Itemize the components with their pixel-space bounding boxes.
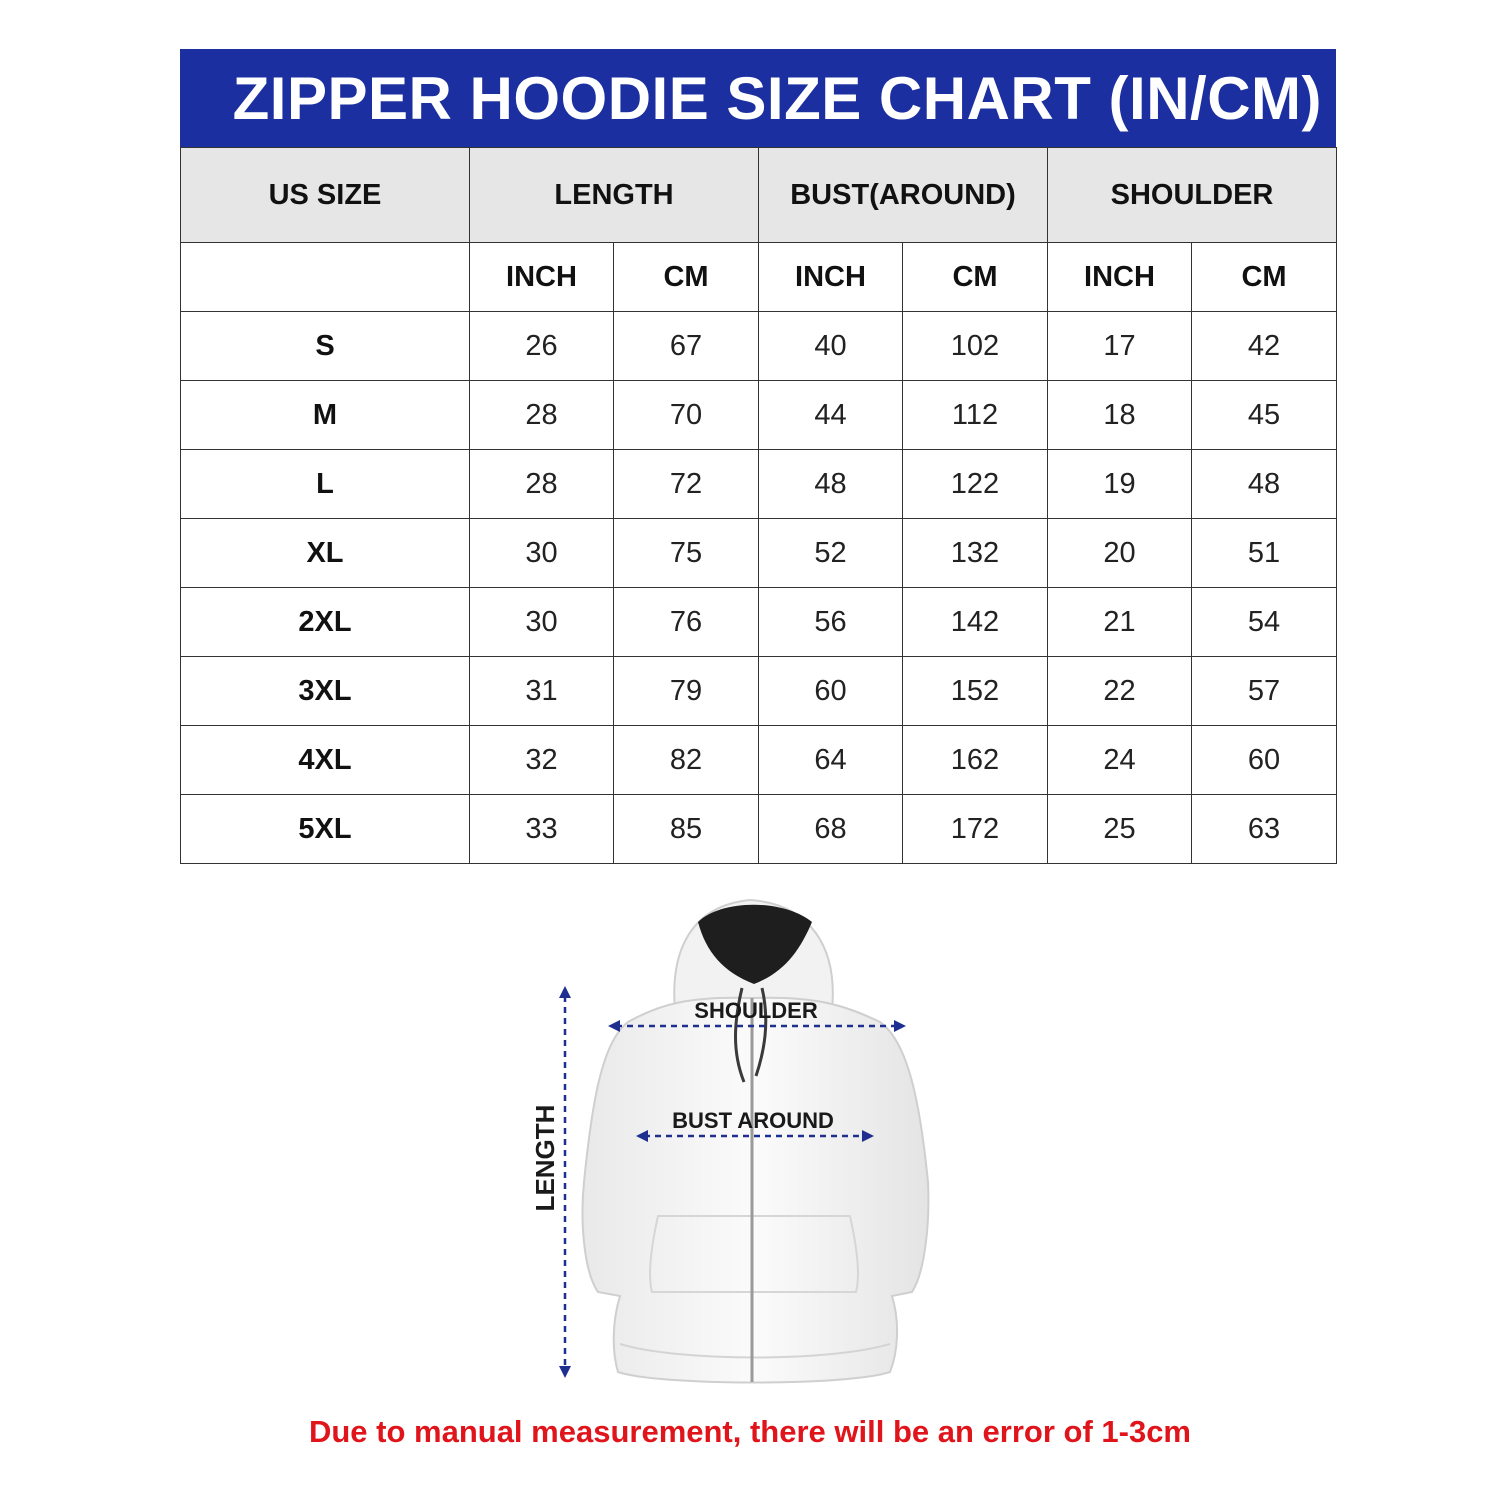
measurement-cell: 40 (759, 312, 903, 381)
measurement-cell: 21 (1048, 588, 1192, 657)
hoodie-body (583, 998, 929, 1383)
hoodie-measurement-diagram (520, 892, 950, 1392)
size-chart (180, 49, 1336, 864)
measurement-cell: 57 (1192, 657, 1337, 726)
length-arrow-bottom-head (559, 1366, 571, 1378)
table-row (181, 519, 1337, 588)
measurement-cell: 102 (903, 312, 1048, 381)
size-cell: XL (181, 519, 470, 588)
measurement-cell: 33 (470, 795, 614, 864)
header-us-size: US SIZE (181, 148, 470, 243)
measurement-cell: 132 (903, 519, 1048, 588)
unit-header-shoulder-inch: INCH (1048, 243, 1192, 312)
measurement-cell: 31 (470, 657, 614, 726)
size-rows (181, 312, 1337, 864)
measurement-cell: 70 (614, 381, 759, 450)
table-row (181, 588, 1337, 657)
unit-header-shoulder-cm: CM (1192, 243, 1337, 312)
measurement-cell: 79 (614, 657, 759, 726)
measurement-cell: 54 (1192, 588, 1337, 657)
unit-header-bust-inch: INCH (759, 243, 903, 312)
table-row (181, 381, 1337, 450)
table-row (181, 726, 1337, 795)
chart-title: ZIPPER HOODIE SIZE CHART (IN/CM) (180, 49, 1336, 147)
shoulder-label: SHOULDER (694, 998, 818, 1023)
measurement-cell: 48 (1192, 450, 1337, 519)
measurement-cell: 22 (1048, 657, 1192, 726)
measurement-cell: 64 (759, 726, 903, 795)
group-header-row (181, 148, 1337, 243)
shoulder-arrow-left-head (608, 1020, 620, 1032)
unit-header-bust-cm: CM (903, 243, 1048, 312)
measurement-cell: 28 (470, 381, 614, 450)
measurement-cell: 172 (903, 795, 1048, 864)
measurement-cell: 82 (614, 726, 759, 795)
measurement-cell: 42 (1192, 312, 1337, 381)
measurement-cell: 75 (614, 519, 759, 588)
size-table (180, 147, 1337, 864)
measurement-cell: 85 (614, 795, 759, 864)
measurement-cell: 32 (470, 726, 614, 795)
table-row (181, 795, 1337, 864)
unit-header-blank (181, 243, 470, 312)
length-arrow-top-head (559, 986, 571, 998)
unit-header-row (181, 243, 1337, 312)
measurement-cell: 56 (759, 588, 903, 657)
measurement-cell: 20 (1048, 519, 1192, 588)
measurement-cell: 162 (903, 726, 1048, 795)
size-cell: S (181, 312, 470, 381)
unit-header-length-cm: CM (614, 243, 759, 312)
header-shoulder: SHOULDER (1048, 148, 1337, 243)
length-label: LENGTH (530, 1104, 560, 1212)
size-cell: 5XL (181, 795, 470, 864)
measurement-cell: 24 (1048, 726, 1192, 795)
unit-header-length-inch: INCH (470, 243, 614, 312)
measurement-cell: 30 (470, 519, 614, 588)
size-cell: 3XL (181, 657, 470, 726)
measurement-cell: 28 (470, 450, 614, 519)
measurement-cell: 142 (903, 588, 1048, 657)
measurement-disclaimer: Due to manual measurement, there will be an error of 1-3cm (308, 1414, 1192, 1449)
measurement-cell: 19 (1048, 450, 1192, 519)
size-cell: 4XL (181, 726, 470, 795)
measurement-cell: 67 (614, 312, 759, 381)
table-row (181, 312, 1337, 381)
size-cell: 2XL (181, 588, 470, 657)
measurement-cell: 112 (903, 381, 1048, 450)
measurement-cell: 44 (759, 381, 903, 450)
measurement-cell: 25 (1048, 795, 1192, 864)
measurement-cell: 152 (903, 657, 1048, 726)
measurement-cell: 52 (759, 519, 903, 588)
shoulder-arrow-right-head (894, 1020, 906, 1032)
measurement-cell: 60 (759, 657, 903, 726)
table-row (181, 657, 1337, 726)
measurement-cell: 30 (470, 588, 614, 657)
table-row (181, 450, 1337, 519)
measurement-cell: 122 (903, 450, 1048, 519)
measurement-cell: 72 (614, 450, 759, 519)
measurement-cell: 45 (1192, 381, 1337, 450)
measurement-cell: 60 (1192, 726, 1337, 795)
measurement-cell: 51 (1192, 519, 1337, 588)
header-length: LENGTH (470, 148, 759, 243)
measurement-cell: 18 (1048, 381, 1192, 450)
measurement-cell: 17 (1048, 312, 1192, 381)
header-bust: BUST(AROUND) (759, 148, 1048, 243)
hoodie-illustration (520, 892, 950, 1392)
measurement-cell: 76 (614, 588, 759, 657)
measurement-cell: 68 (759, 795, 903, 864)
bust-label: BUST AROUND (672, 1108, 834, 1133)
measurement-cell: 48 (759, 450, 903, 519)
size-cell: L (181, 450, 470, 519)
measurement-cell: 63 (1192, 795, 1337, 864)
measurement-cell: 26 (470, 312, 614, 381)
size-cell: M (181, 381, 470, 450)
